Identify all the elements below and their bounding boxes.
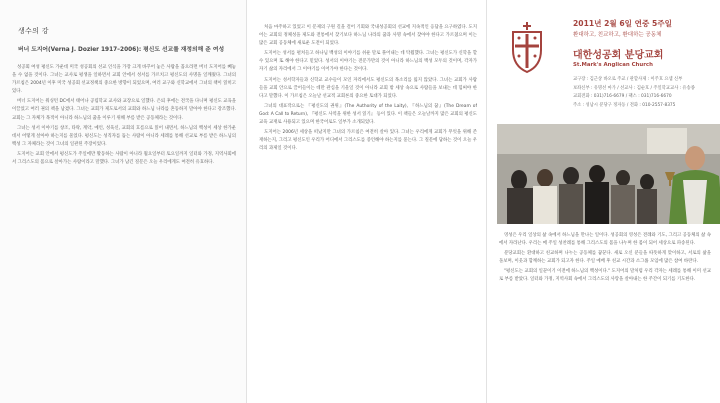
section-label: 생수의 강 xyxy=(18,27,49,35)
info-line: 주소 : 성남시 분당구 정자동 / 전화 : 010-2557-8375 xyxy=(573,102,676,108)
eucharist-scene-image xyxy=(497,124,720,224)
middle-page xyxy=(246,0,487,403)
worship-photo xyxy=(497,124,720,224)
bulletin-paragraph: "평신도는 교회의 일꾼이기 이전에 하느님의 백성이다." 도지어의 말처럼 우리 각자는 세례를 통해 이미 선교로 부름 받았다. 일터와 가정, 지역사회 속에서 그리스도의 사랑을 살아내는 한 주간이 되기를 기도한다. xyxy=(499,269,711,283)
article-paragraph: 버너 도지어는 워싱턴 DC에서 태어나 공립학교 교사와 교장으로 일했다. 은퇴 후에는 전국을 다니며 평신도 교육을 이끌었고 여러 권의 책을 남겼다. 그녀는 교회가 제도로서의 교회와 하느님 나라를 혼동하지 말아야 한다고 강조했다. 교회는 그 자체가 목적이 아니라 하느님의 꿈을 이루기 위해 부름 받은 공동체라는 것이다. xyxy=(12,99,236,121)
article-paragraph: 도지어는 성서를 펼쳐들고 하나님 백성의 이야기를 쉬운 말로 풀어내는 데 탁월했다. 그녀는 평신도가 신학을 할 수 있으며 또 해야 한다고 믿었다. 성서의 이야기는 전문가만의 것이 아니라 하느님의 백성 모두의 것이며, 각자가 자기 삶의 자리에서 그 이야기를 이어가야 한다는 것이다. xyxy=(259,51,477,73)
article-body xyxy=(12,64,236,397)
left-page xyxy=(0,0,246,403)
article-title: 버너 도지어(Verna J. Dozier 1917–2006): 평신도 선교를 재정의해 준 여성 xyxy=(18,47,225,53)
bulletin-date: 2011년 2월 6일 연중 5주일 xyxy=(573,19,672,28)
info-line: 교구장 : 김근상 바오로 주교 / 관할사제 : 이주호 요셉 신부 xyxy=(573,77,683,82)
article-paragraph: 그녀는 성서 이야기를 창조, 타락, 계약, 예언, 성육신, 교회의 흐름으로 읽어 내면서, 하느님의 백성이 세상 한가운데서 어떻게 살아야 하는지를 물었다. 평신도는 성직자를 돕는 사람이 아니라 세례를 통해 선교로 부름 받은 하느님의 백성 그 자체라는 것이 그녀의 일관된 주장이었다. xyxy=(12,125,236,147)
bulletin-body xyxy=(499,232,711,397)
bulletin-paragraph: 분당교회는 환대하고 친교하며 나누는 공동체를 꿈꾼다. 새로 오신 분들을 따뜻하게 맞이하고, 서로의 삶을 돌보며, 이웃과 함께하는 교회가 되고자 한다. 주일 예배 후 친교 시간과 소그룹 모임에 많은 참여 바란다. xyxy=(499,251,711,265)
article-body-continued xyxy=(259,24,477,397)
cross-shield-icon xyxy=(507,20,547,74)
info-line: 보좌신부 : 유명선 마가 / 선교사 : 김순호 / 주일학교교사 : 유송종 xyxy=(573,85,695,91)
article-paragraph: 도지어는 성서학자들과 신학교 교수들이 모인 자리에서도 평신도의 목소리를 잃지 않았다. 그녀는 교회가 사람들을 교회 안으로 끌어들이는 데만 관심을 기울일 것이 아니라 교회 밖 세상 속으로 사람들을 보내는 데 힘써야 한다고 말했다. 이 가르침은 오늘날 선교적 교회론의 중요한 토대가 되었다. xyxy=(259,77,477,99)
church-emblem xyxy=(507,20,547,74)
right-page xyxy=(486,0,720,403)
info-line: 교회전화 : 031)716-6679 / 팩스 : 031)716-6670 xyxy=(573,94,672,100)
article-paragraph: 성공회 여성 평신도 가운데 미국 성공회의 선교 인식을 가장 크게 바꾸어 놓은 사람을 꼽으라면 버너 도지어를 빼놓을 수 없을 것이다. 그녀는 교사로 평생을 일하면서 교회 안에서 성서를 가르치고 평신도의 사명을 일깨웠다. 그녀의 가르침은 2004년 이후 미국 성공회 선교정책의 중요한 방향이 되었으며, 여러 교구와 신학교에서 그녀의 책이 읽히고 있다. xyxy=(12,65,236,95)
church-name: 대한성공회 분당교회 xyxy=(573,50,664,61)
article-paragraph: 도지어는 2006년 세상을 떠났지만 그녀의 가르침은 여전히 살아 있다. 그녀는 우리에게 교회가 무엇을 위해 존재하는지, 그리고 평신도인 우리가 어디에서 그리스도를 증언해야 하는지를 묻는다. 그 질문에 답하는 것이 오늘 우리의 과제일 것이다. xyxy=(259,130,477,152)
church-info xyxy=(573,76,695,110)
article-paragraph: 도지어는 교회 안에서 평신도가 주일에만 활동하는 사람이 아니라 월요일부터 토요일까지 일터와 가정, 지역사회에서 그리스도의 몸으로 살아가는 사람이라고 말했다. 그녀가 남긴 질문은 오늘 우리에게도 여전히 유효하다. xyxy=(12,151,236,166)
church-motto: 환대하고, 친교하고, 환대하는 공동체 xyxy=(573,32,662,38)
church-name-english: St.Mark's Anglican Church xyxy=(573,62,653,68)
article-paragraph: 처음 마주하고 있었고 이 문제의 구원 길을 걸어 기회와 국내성공회의 선교에 지속적인 응답을 요구하였다. 도지어는 교회의 정체성을 제도와 전통에서 찾기보다 하느님 나라의 꿈과 사명 속에서 찾아야 한다고 가르쳤으며 이는 많은 교회 공동체에 새로운 도전이 되었다. xyxy=(259,25,477,47)
article-paragraph: 그녀의 대표작으로는 『평신도의 권위』(The Authority of the Laity), 『하느님의 꿈』(The Dream of God: A Call to Return), 『평신도 사역을 위한 성서 읽기』 등이 있다. 이 책들은 오늘날까지 많은 교회의 평신도 교육 교재로 사용되고 있으며 한국어로도 일부가 소개되었다. xyxy=(259,103,477,126)
bulletin-paragraph: 영성은 우리 일상의 삶 속에서 하느님을 만나는 일이다. 성공회의 영성은 전례와 기도, 그리고 공동체의 삶 속에서 자라난다. 우리는 매 주일 성찬례를 통해 그리스도의 몸을 나누며 한 몸이 되어 세상으로 파송된다. xyxy=(499,233,711,247)
